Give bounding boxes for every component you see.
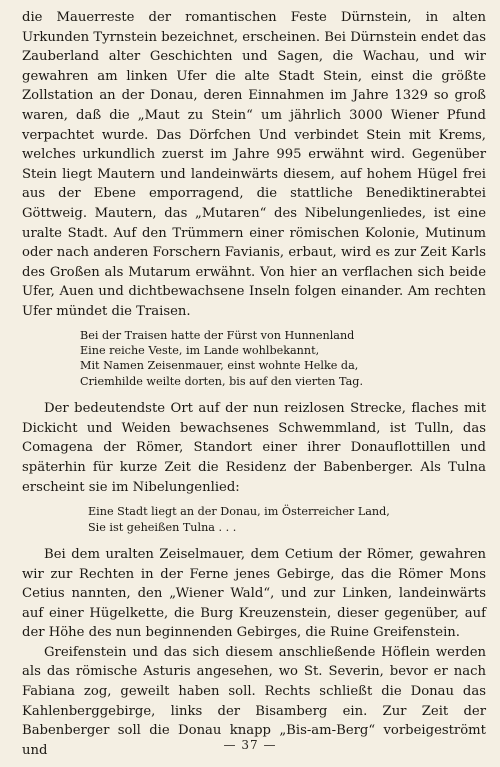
verse-line: Eine reiche Veste, im Lande wohlbekannt, bbox=[80, 343, 320, 357]
paragraph-duernstein-mautern: die Mauerreste der romantischen Feste Dürnstein, in alten Urkunden Tyrnstein bezeichnet, erscheinen. Bei Dürnstein endet das Zauberland alter Geschichten und Sagen, die Wachau, und wir gewahren am linken Ufer die alte Stadt Stein, einst die größte Zollstation an der Donau, deren Einnahmen im Jahre 1329 so groß waren, daß die „Maut zu Stein“ um jährlich 3000 Wiener Pfund verpachtet wurde. Das Dörfchen Und verbindet Stein mit Krems, welches urkundlich zuerst im Jahre 995 erwähnt wird. Gegenüber Stein liegt Mautern und landeinwärts diesem, auf hohem Hügel frei aus der Ebene emporragend, die stattliche Benediktinerabtei Göttweig. Mautern, das „Mutaren“ des Nibelungenliedes, ist eine uralte Stadt. Auf den Trümmern einer römischen Kolonie, Mutinum oder nach anderen Forschern Favianis, erbaut, wird es zur Zeit Karls des Großen als Mutarum erwähnt. Von hier an verflachen sich beide Ufer, Auen und dichtbewachsene Inseln folgen einander. Am rechten Ufer mündet die Traisen. bbox=[22, 10, 486, 319]
verse-block-tulna bbox=[22, 504, 486, 535]
verse-line: Bei der Traisen hatte der Fürst von Hunnenland bbox=[80, 328, 355, 342]
verse-line: Mit Namen Zeisenmauer, einst wohnte Helke da, bbox=[80, 359, 359, 373]
verse-line: Eine Stadt liegt an der Donau, im Österreicher Land, bbox=[88, 505, 390, 519]
paragraph-tulln: Der bedeutendste Ort auf der nun reizlosen Strecke, flaches mit Dickicht und Weiden bewachsenes Schwemmland, ist Tulln, das Comagena der Römer, Standort einer ihrer Donauflottillen und späterhin für kurze Zeit die Residenz der Babenberger. Als Tulna erscheint sie im Nibelungenlied: bbox=[22, 401, 486, 495]
verse-block-traisen bbox=[22, 328, 486, 390]
verse-line: Criemhilde weilte dorten, bis auf den vierten Tag. bbox=[80, 374, 363, 388]
verse-line: Sie ist geheißen Tulna . . . bbox=[88, 520, 237, 534]
paragraph-greifenstein: Greifenstein und das sich diesem anschließende Höflein werden als das römische Asturis angesehen, wo St. Severin, bevor er nach Fabiana zog, geweilt haben soll. Rechts schließt die Donau das Kahlenberggebirge, links der Bisamberg ein. Zur Zeit der Babenberger soll die Donau knapp „Bis-am-Berg“ vorbeigeströmt und bbox=[22, 644, 486, 758]
paragraph-zeiselmauer: Bei dem uralten Zeiselmauer, dem Cetium der Römer, gewahren wir zur Rechten in der Ferne jenes Gebirge, das die Römer Mons Cetius nannten, den „Wiener Wald“, und zur Linken, landeinwärts auf einer Hügelkette, die Burg Kreuzenstein, dieser gegenüber, auf der Höhe des nun beginnenden Gebirges, die Ruine Greifenstein. bbox=[22, 546, 486, 641]
page-number: — 37 — bbox=[223, 738, 277, 752]
